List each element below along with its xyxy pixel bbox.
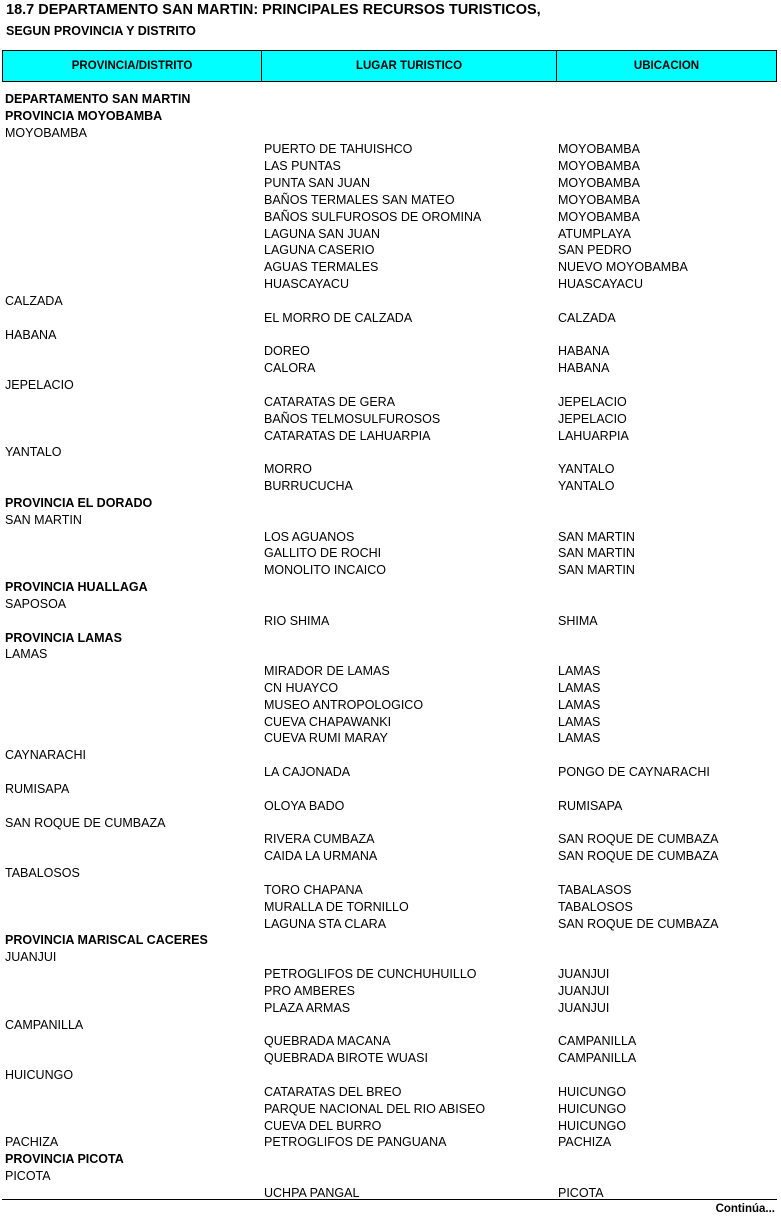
table-row (0, 1017, 781, 1034)
cell-ubicacion: HUASCAYACU (558, 277, 643, 292)
table-row (0, 966, 781, 983)
cell-lugar-turistico: MONOLITO INCAICO (264, 563, 387, 578)
table-row (0, 882, 781, 899)
table-row (0, 798, 781, 815)
cell-ubicacion: LAHUARPIA (558, 428, 629, 443)
cell-ubicacion: LAMAS (558, 664, 601, 679)
cell-ubicacion: PONGO DE CAYNARACHI (558, 765, 710, 780)
cell-lugar-turistico: RIO SHIMA (264, 613, 330, 628)
table-row (0, 512, 781, 529)
cell-ubicacion: CALZADA (558, 310, 616, 325)
cell-provincia-distrito: CALZADA (5, 293, 63, 308)
cell-provincia-distrito: HABANA (5, 327, 57, 342)
cell-lugar-turistico: QUEBRADA MACANA (264, 1034, 391, 1049)
cell-ubicacion: SAN PEDRO (558, 243, 632, 258)
cell-lugar-turistico: CATARATAS DE GERA (264, 394, 396, 409)
cell-provincia-distrito: PROVINCIA LAMAS (5, 630, 122, 645)
table-row (0, 360, 781, 377)
table-row (0, 1118, 781, 1135)
cell-ubicacion: HUICUNGO (558, 1118, 627, 1133)
cell-ubicacion: MOYOBAMBA (558, 192, 640, 207)
cell-provincia-distrito: SAN ROQUE DE CUMBAZA (5, 815, 166, 830)
page-subtitle: SEGUN PROVINCIA Y DISTRITO (6, 24, 196, 38)
table-row (0, 916, 781, 933)
cell-ubicacion: SAN MARTIN (558, 546, 635, 561)
table-row (0, 1134, 781, 1151)
cell-lugar-turistico: MIRADOR DE LAMAS (264, 664, 390, 679)
table-row (0, 209, 781, 226)
cell-ubicacion: SAN ROQUE DE CUMBAZA (558, 849, 719, 864)
table-row (0, 1168, 781, 1185)
cell-ubicacion: PACHIZA (558, 1135, 612, 1150)
cell-provincia-distrito: PROVINCIA MARISCAL CACERES (5, 933, 208, 948)
cell-ubicacion: YANTALO (558, 479, 615, 494)
cell-ubicacion: JEPELACIO (558, 411, 627, 426)
table-header (2, 50, 777, 82)
table-row (0, 529, 781, 546)
table-section-heading (0, 630, 781, 647)
cell-ubicacion: TABALASOS (558, 882, 632, 897)
cell-lugar-turistico: CN HUAYCO (264, 680, 339, 695)
table-row (0, 226, 781, 243)
table-row (0, 1000, 781, 1017)
table-row (0, 1050, 781, 1067)
cell-lugar-turistico: BURRUCUCHA (264, 479, 353, 494)
cell-lugar-turistico: LAGUNA CASERIO (264, 243, 375, 258)
table-row (0, 1033, 781, 1050)
cell-provincia-distrito: PROVINCIA HUALLAGA (5, 580, 148, 595)
cell-provincia-distrito: SAN MARTIN (5, 512, 82, 527)
table-row (0, 428, 781, 445)
table-row (0, 478, 781, 495)
cell-lugar-turistico: OLOYA BADO (264, 798, 345, 813)
cell-lugar-turistico: GALLITO DE ROCHI (264, 546, 382, 561)
table-row (0, 562, 781, 579)
cell-ubicacion: YANTALO (558, 462, 615, 477)
cell-ubicacion: HABANA (558, 361, 610, 376)
table-row (0, 646, 781, 663)
cell-lugar-turistico: PUERTO DE TAHUISHCO (264, 142, 413, 157)
cell-provincia-distrito: LAMAS (5, 647, 48, 662)
cell-provincia-distrito: PROVINCIA MOYOBAMBA (5, 108, 163, 123)
cell-ubicacion: LAMAS (558, 714, 601, 729)
cell-ubicacion: CAMPANILLA (558, 1051, 637, 1066)
cell-lugar-turistico: PRO AMBERES (264, 983, 355, 998)
table-row (0, 141, 781, 158)
cell-provincia-distrito: PICOTA (5, 1169, 51, 1183)
cell-lugar-turistico: BAÑOS TERMALES SAN MATEO (264, 192, 455, 207)
cell-lugar-turistico: AGUAS TERMALES (264, 260, 379, 275)
table-row (0, 327, 781, 344)
cell-provincia-distrito: RUMISAPA (5, 781, 70, 796)
cell-ubicacion: TABALOSOS (558, 899, 633, 914)
cell-provincia-distrito: JUANJUI (5, 950, 57, 965)
table-row (0, 781, 781, 798)
cell-provincia-distrito: HUICUNGO (5, 1068, 74, 1083)
cell-lugar-turistico: CUEVA DEL BURRO (264, 1118, 382, 1133)
cell-provincia-distrito: MOYOBAMBA (5, 125, 87, 140)
cell-ubicacion: SAN MARTIN (558, 529, 635, 544)
table-row (0, 158, 781, 175)
table-row (0, 444, 781, 461)
cell-ubicacion: LAMAS (558, 697, 601, 712)
table-section-heading (0, 91, 781, 108)
cell-lugar-turistico: BAÑOS SULFUROSOS DE OROMINA (264, 209, 482, 224)
table-row (0, 242, 781, 259)
cell-provincia-distrito: CAYNARACHI (5, 748, 87, 763)
cell-ubicacion: RUMISAPA (558, 798, 623, 813)
cell-ubicacion: HUICUNGO (558, 1101, 627, 1116)
table-row (0, 697, 781, 714)
cell-lugar-turistico: PLAZA ARMAS (264, 1000, 351, 1015)
cell-ubicacion: CAMPANILLA (558, 1034, 637, 1049)
cell-lugar-turistico: EL MORRO DE CALZADA (264, 310, 413, 325)
cell-lugar-turistico: BAÑOS TELMOSULFUROSOS (264, 411, 441, 426)
cell-lugar-turistico: DOREO (264, 344, 310, 359)
cell-provincia-distrito: TABALOSOS (5, 866, 80, 881)
cell-ubicacion: HUICUNGO (558, 1084, 627, 1099)
cell-lugar-turistico: CUEVA RUMI MARAY (264, 731, 388, 746)
page-title: 18.7 DEPARTAMENTO SAN MARTIN: PRINCIPALES RECURSOS TURISTICOS, (6, 2, 541, 18)
table-row (0, 865, 781, 882)
cell-provincia-distrito: DEPARTAMENTO SAN MARTIN (5, 92, 191, 106)
cell-provincia-distrito: PACHIZA (5, 1135, 59, 1150)
table-row (0, 293, 781, 310)
header-ubicacion: UBICACION (633, 60, 700, 72)
cell-ubicacion: PICOTA (558, 1185, 604, 1200)
table-row (0, 175, 781, 192)
cell-ubicacion: JUANJUI (558, 1000, 610, 1015)
cell-lugar-turistico: CUEVA CHAPAWANKI (264, 714, 392, 729)
table-section-heading (0, 495, 781, 512)
cell-lugar-turistico: LOS AGUANOS (264, 529, 355, 544)
table-row (0, 343, 781, 360)
continues-note: Continúa... (715, 1203, 775, 1215)
table-row (0, 899, 781, 916)
table-bottom-rule (2, 1199, 777, 1200)
cell-lugar-turistico: QUEBRADA BIROTE WUASI (264, 1051, 428, 1066)
cell-lugar-turistico: HUASCAYACU (264, 277, 349, 292)
cell-ubicacion: ATUMPLAYA (558, 226, 631, 241)
table-row (0, 747, 781, 764)
cell-lugar-turistico: MUSEO ANTROPOLOGICO (264, 697, 424, 712)
table-row (0, 545, 781, 562)
cell-lugar-turistico: MORRO (264, 462, 312, 477)
cell-ubicacion: LAMAS (558, 680, 601, 695)
table-row (0, 983, 781, 1000)
cell-lugar-turistico: LAS PUNTAS (264, 159, 341, 174)
table-row (0, 394, 781, 411)
cell-lugar-turistico: CATARATAS DE LAHUARPIA (264, 428, 431, 443)
table-row (0, 663, 781, 680)
table-row (0, 730, 781, 747)
header-provincia-distrito: PROVINCIA/DISTRITO (3, 51, 262, 81)
cell-ubicacion: LAMAS (558, 731, 601, 746)
header-lugar-turistico: LUGAR TURISTICO (262, 51, 557, 81)
table-section-heading (0, 579, 781, 596)
table-section-heading (0, 1151, 781, 1168)
cell-ubicacion: MOYOBAMBA (558, 142, 640, 157)
cell-ubicacion: SAN ROQUE DE CUMBAZA (558, 832, 719, 847)
table-row (0, 1084, 781, 1101)
cell-ubicacion: SAN ROQUE DE CUMBAZA (558, 916, 719, 931)
cell-ubicacion: HABANA (558, 344, 610, 359)
table-row (0, 259, 781, 276)
cell-lugar-turistico: CATARATAS DEL BREO (264, 1084, 402, 1099)
table-row (0, 192, 781, 209)
table-row (0, 831, 781, 848)
table-row (0, 411, 781, 428)
table-row (0, 949, 781, 966)
table-row (0, 1067, 781, 1084)
cell-lugar-turistico: CALORA (264, 361, 316, 376)
cell-lugar-turistico: TORO CHAPANA (264, 882, 363, 897)
table-row (0, 848, 781, 865)
table-row (0, 764, 781, 781)
cell-lugar-turistico: LAGUNA STA CLARA (264, 916, 387, 931)
table-row (0, 461, 781, 478)
cell-provincia-distrito: CAMPANILLA (5, 1017, 84, 1032)
table-row (0, 125, 781, 142)
cell-lugar-turistico: PETROGLIFOS DE PANGUANA (264, 1135, 447, 1150)
cell-ubicacion: JUANJUI (558, 967, 610, 982)
cell-lugar-turistico: LA CAJONADA (264, 765, 351, 780)
table-row (0, 613, 781, 630)
cell-lugar-turistico: UCHPA PANGAL (264, 1185, 360, 1200)
cell-ubicacion: JUANJUI (558, 983, 610, 998)
table-body (0, 91, 781, 1202)
cell-lugar-turistico: MURALLA DE TORNILLO (264, 899, 409, 914)
cell-ubicacion: MOYOBAMBA (558, 209, 640, 224)
cell-lugar-turistico: CAIDA LA URMANA (264, 849, 378, 864)
cell-provincia-distrito: PROVINCIA EL DORADO (5, 495, 153, 510)
table-section-heading (0, 108, 781, 125)
cell-provincia-distrito: PROVINCIA PICOTA (5, 1152, 124, 1167)
table-row (0, 815, 781, 832)
cell-ubicacion: SAN MARTIN (558, 563, 635, 578)
table-row (0, 714, 781, 731)
table-row (0, 276, 781, 293)
cell-provincia-distrito: YANTALO (5, 445, 62, 460)
cell-ubicacion: MOYOBAMBA (558, 159, 640, 174)
cell-lugar-turistico: PARQUE NACIONAL DEL RIO ABISEO (264, 1101, 486, 1116)
cell-provincia-distrito: JEPELACIO (5, 378, 74, 393)
cell-ubicacion: MOYOBAMBA (558, 176, 640, 191)
table-row (0, 377, 781, 394)
table-row (0, 680, 781, 697)
table-row (0, 1101, 781, 1118)
cell-ubicacion: JEPELACIO (558, 394, 627, 409)
cell-lugar-turistico: PUNTA SAN JUAN (264, 176, 371, 191)
table-row (0, 596, 781, 613)
table-row (0, 310, 781, 327)
cell-lugar-turistico: PETROGLIFOS DE CUNCHUHUILLO (264, 967, 477, 982)
table-section-heading (0, 932, 781, 949)
cell-ubicacion: SHIMA (558, 613, 598, 628)
cell-lugar-turistico: LAGUNA SAN JUAN (264, 226, 381, 241)
cell-provincia-distrito: SAPOSOA (5, 596, 67, 611)
cell-ubicacion: NUEVO MOYOBAMBA (558, 260, 688, 275)
cell-lugar-turistico: RIVERA CUMBAZA (264, 832, 375, 847)
